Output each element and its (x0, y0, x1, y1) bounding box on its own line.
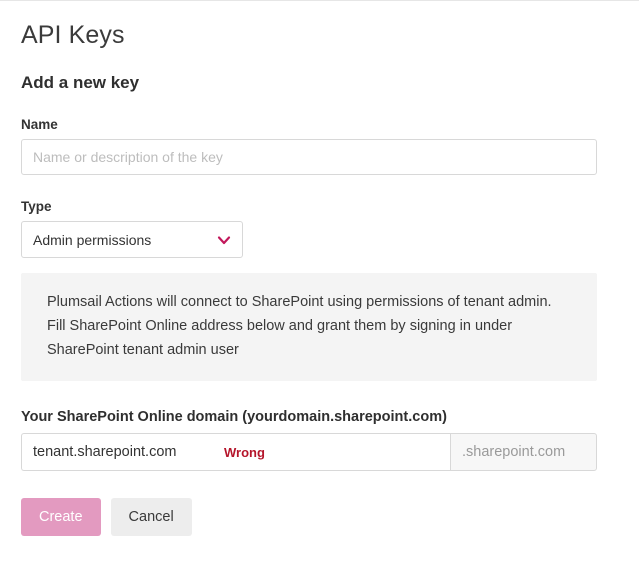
domain-input-cell[interactable] (21, 433, 450, 471)
section-title-add-new-key: Add a new key (21, 73, 140, 92)
domain-input-group (21, 433, 597, 471)
domain-suffix: .sharepoint.com (450, 433, 597, 471)
type-select[interactable] (21, 221, 243, 258)
type-label: Type (21, 199, 52, 214)
cancel-button[interactable]: Cancel (111, 498, 192, 536)
page-title: API Keys (21, 21, 125, 49)
create-button[interactable]: Create (21, 498, 101, 536)
domain-input[interactable] (33, 444, 218, 460)
domain-error-message: Wrong (224, 444, 265, 460)
chevron-down-icon (216, 232, 232, 248)
type-info-box: Plumsail Actions will connect to SharePoint using permissions of tenant admin. Fill SharePoint Online address below and grant them by signing in under SharePoint tenant admin user (21, 273, 597, 381)
form-actions (21, 498, 618, 536)
domain-label: Your SharePoint Online domain (yourdomain.sharepoint.com) (21, 409, 447, 425)
api-keys-page (0, 21, 639, 536)
name-input[interactable] (21, 139, 597, 175)
top-divider (0, 0, 639, 1)
type-select-value: Admin permissions (33, 231, 152, 248)
name-label: Name (21, 117, 58, 132)
